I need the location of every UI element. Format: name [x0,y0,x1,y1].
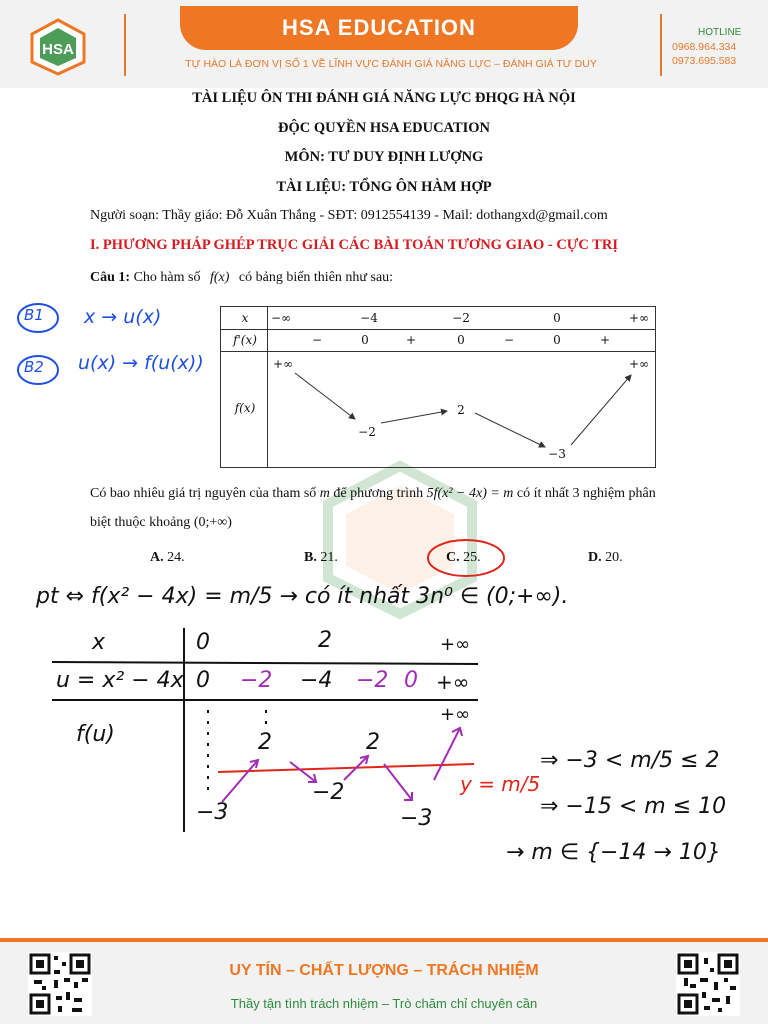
option-b[interactable] [304,550,338,566]
question-intro-before: Cho hàm số [133,270,201,285]
hw-u-value: −2 [240,668,273,693]
row-label-f: f(x) [234,401,256,415]
header-slogan: TỰ HÀO LÀ ĐƠN VỊ SỐ 1 VỀ LĨNH VỰC ĐÁNH GIÁ NĂNG LỰC – ĐÁNH GIÁ TƯ DUY [185,58,597,70]
question-intro-after: có bảng biến thiên như sau: [238,270,394,285]
hw-result-2: ⇒ −15 < m ≤ 10 [540,794,727,819]
sign-cell: + [599,333,611,347]
f-value: +∞ [272,357,294,371]
hw-result-1: ⇒ −3 < m/5 ≤ 2 [540,748,720,773]
hw-u-label: u = x² − 4x [56,668,184,693]
hw-x-value: 0 [196,630,210,655]
hw-equation-line: pt ⇔ f(x² − 4x) = m/5 → có ít nhất 3n⁰ ∈ (0;+∞). [36,584,569,609]
hotline-phone-2: 0973.695.583 [672,55,737,67]
hw-f-label: f(u) [76,722,115,747]
hotline-phone-1: 0968.964.334 [672,41,737,53]
f-value: +∞ [628,357,650,371]
sign-cell: 0 [553,333,561,347]
question-body-text-4: biệt thuộc khoảng [90,515,191,530]
hw-f-value: 2 [258,730,272,755]
row-label-fprime: f'(x) [233,333,257,347]
question-body-text-3: có ít nhất 3 nghiệm phân [516,486,656,501]
f-value: −3 [548,447,566,461]
hw-f-value: −3 [196,800,229,825]
question-body-text-1: Có bao nhiêu giá trị nguyên của tham số [90,486,317,501]
question-interval: (0;+∞) [193,515,232,530]
question-body-line-2 [90,515,232,531]
question-body [90,486,656,502]
hw-u-value: 0 [404,668,418,693]
sign-cell: − [311,333,323,347]
hw-x-value: +∞ [440,634,471,655]
option-d[interactable] [588,550,623,566]
footer-tagline: UY TÍN – CHẤT LƯỢNG – TRÁCH NHIỆM [229,962,539,979]
hw-f-value: −3 [400,806,433,831]
option-value: 25. [463,550,481,565]
title-line-2: ĐỘC QUYỀN HSA EDUCATION [277,120,491,136]
hw-arrow [290,762,316,782]
option-value: 20. [605,550,623,565]
x-value: 0 [553,311,561,325]
section-heading: I. PHƯƠNG PHÁP GHÉP TRỤC GIẢI CÁC BÀI TOÁN TƯƠNG GIAO - CỰC TRỊ [90,237,618,253]
step1-label: B1 [24,306,44,324]
title-line-1: TÀI LIỆU ÔN THI ĐÁNH GIÁ NĂNG LỰC ĐHQG HÀ NỘI [192,90,576,106]
option-a[interactable] [150,550,185,566]
hw-table-rule [52,662,478,664]
hw-arrow [222,760,258,802]
question-label: Câu 1: [90,270,131,285]
question-equation: 5f(x² − 4x) = m [426,486,514,501]
sign-cell: 0 [457,333,465,347]
step1-text: x → u(x) [84,306,162,328]
hw-result-3: → m ∈ {−14 → 10} [506,840,721,865]
footer-subtitle: Thầy tận tình trách nhiệm – Trò chăm chỉ chuyên cần [230,996,538,1011]
question-fx: f(x) [209,270,230,285]
hw-f-value: 2 [366,730,380,755]
option-letter: C. [446,550,460,565]
qr-code-icon [28,952,92,1016]
hw-x-label: x [92,630,106,655]
question-body-text-2: để phương trình [333,486,424,501]
hw-f-value: −2 [312,780,345,805]
option-c[interactable] [446,550,481,566]
x-value: +∞ [628,311,650,325]
sign-cell: + [405,333,417,347]
step2-text: u(x) → f(u(x)) [78,352,204,374]
x-value: −2 [452,311,470,325]
option-value: 24. [167,550,185,565]
hw-u-value: −2 [356,668,389,693]
row-label-x: x [241,311,249,325]
page-footer [0,938,768,1024]
logo-text: HSA [42,41,74,58]
option-value: 21. [320,550,338,565]
step2-label: B2 [24,358,44,376]
hw-u-value: 0 [196,668,210,693]
option-letter: A. [150,550,164,565]
hw-line-label: y = m/5 [460,772,541,796]
sign-cell: 0 [361,333,369,347]
sign-cell: − [503,333,515,347]
hw-u-value: −4 [300,668,333,693]
footer-bar [0,938,768,942]
x-value: −∞ [270,311,292,325]
qr-code-icon [676,952,740,1016]
option-letter: B. [304,550,317,565]
title-line-4: TÀI LIỆU: TỔNG ÔN HÀM HỢP [276,179,492,195]
title-line-3: MÔN: TƯ DUY ĐỊNH LƯỢNG [284,149,484,165]
hw-arrow [384,764,412,800]
hw-x-value: 2 [318,628,332,653]
author-line: Người soạn: Thầy giáo: Đỗ Xuân Thắng - SĐT: 0912554139 - Mail: dothangxd@gmail.com [90,208,608,223]
hw-arrow [434,728,460,780]
hw-f-value: +∞ [440,704,471,725]
brand-banner: HSA EDUCATION [180,6,578,50]
hw-u-value: +∞ [436,670,470,694]
f-value: 2 [457,403,465,417]
hotline-label: HOTLINE [698,27,742,38]
option-letter: D. [588,550,602,565]
f-value: −2 [358,425,376,439]
x-value: −4 [360,311,378,325]
question-param: m [319,486,330,501]
